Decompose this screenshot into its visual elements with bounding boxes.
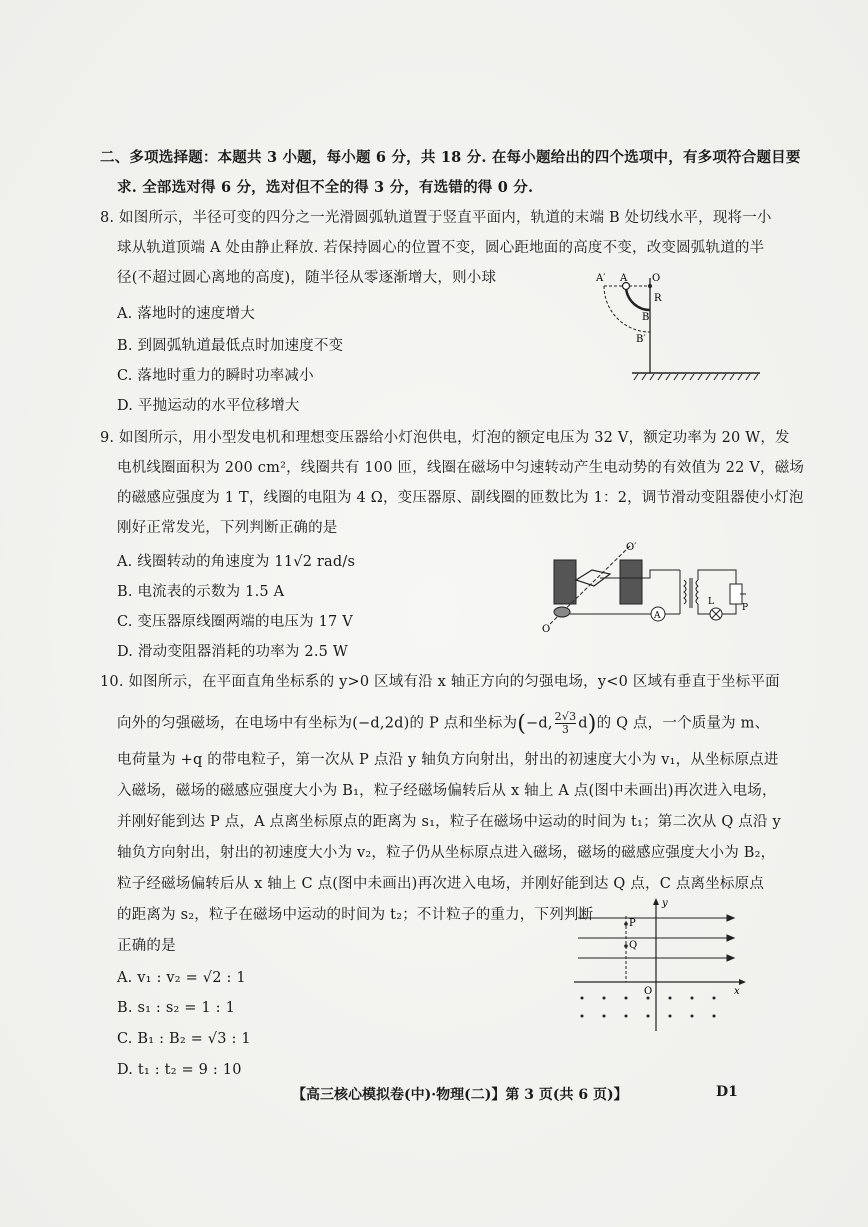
q10-magnetic-field-dots [581,997,716,1018]
q9-option-b: B. 电流表的示数为 1.5 A [117,584,285,600]
q8-label-b-prime: B′ [636,334,646,345]
q10-label-y: y [662,898,668,909]
q10-line3: 电荷量为 +q 的带电粒子，第一次从 P 点沿 y 轴负方向射出，射出的初速度大小为 v₁，从坐标原点进 [117,752,779,768]
q8-option-d: D. 平抛运动的水平位移增大 [117,398,300,414]
q8-label-a-prime: A′ [596,273,606,284]
q10-frac-den: 3 [561,723,570,736]
q9-label-p: P [742,603,749,613]
q10-label-o: O [644,986,653,997]
q8-figure [590,268,765,386]
q8-line1: 8. 如图所示，半径可变的四分之一光滑圆弧轨道置于竖直平面内，轨道的末端 B 处切线水平，现将一小 [100,210,772,226]
q10-point-p [624,922,628,926]
q9-magnet-left [554,560,576,604]
q9-magnet-right [620,560,642,604]
q9-line3: 的磁感应强度为 1 T，线圈的电阻为 4 Ω，变压器原、副线圈的匝数比为 1：2，调节滑动变阻器使小灯泡 [117,490,804,506]
q8-option-c: C. 落地时重力的瞬时功率减小 [117,368,314,384]
q10-x-arrow [739,979,746,985]
q10-option-c: C. B₁ : B₂ = √3 : 1 [117,1031,251,1047]
q10-option-d: D. t₁ : t₂ = 9 : 10 [117,1062,242,1078]
q9-label-o-prime: O′ [626,542,637,553]
q8-option-a: A. 落地时的速度增大 [117,306,255,322]
page-footer: 【高三核心模拟卷(中)·物理(二)】第 3 页(共 6 页)】 [292,1087,628,1103]
q10-option-b: B. s₁ : s₂ = 1 : 1 [117,1000,236,1016]
q10-y-arrow [653,898,659,905]
q8-line3: 径(不超过圆心离地的高度)，随半径从零逐渐增大，则小球 [117,270,497,286]
q8-small-arc [626,286,650,310]
q8-option-b: B. 到圆弧轨道最低点时加速度不变 [117,338,344,354]
q9-secondary-coil [696,580,698,604]
q9-option-a: A. 线圈转动的角速度为 11√2 rad/s [117,554,356,570]
q10-figure [570,896,750,1036]
q8-label-r: R [654,293,662,304]
section-header-line1: 二、多项选择题：本题共 3 小题，每小题 6 分，共 18 分. 在每小题给出的四个选项中，有多项符合题目要 [100,149,801,166]
q8-center-dot [648,284,652,288]
q9-option-c: C. 变压器原线圈两端的电压为 17 V [117,614,353,630]
q9-line4: 刚好正常发光，下列判断正确的是 [117,520,338,536]
q10-line2-a: 向外的匀强磁场，在电场中有坐标为(−d,2d)的 P 点和坐标为 [117,715,518,732]
q10-label-q: Q [629,940,638,951]
q10-label-p: P [629,918,636,929]
q9-line2: 电机线圈面积为 200 cm²，线圈共有 100 匝，线圈在磁场中匀速转动产生电动势的有效值为 22 V，磁场 [117,460,805,476]
q8-line2: 球从轨道顶端 A 处由静止释放. 若保持圆心的位置不变，圆心距地面的高度不变，改变圆弧轨道的半 [117,240,765,256]
q10-line6: 轴负方向射出，射出的初速度大小为 v₂，粒子仍从坐标原点进入磁场，磁场的磁感应强度大小为 B₂， [117,845,776,861]
q10-label-x: x [734,986,740,997]
q10-line4: 入磁场，磁场的磁感应强度大小为 B₁，粒子经磁场偏转后从 x 轴上 A 点(图中未画出)再次进入电场， [117,783,777,799]
q10-line5: 并刚好能到达 P 点，A 点离坐标原点的距离为 s₁，粒子在磁场中运动的时间为 t₁；第二次从 Q 点沿 y [117,814,781,830]
q9-slip-rings [554,607,570,617]
q10-coord-left: −d, [526,715,553,732]
page-code: D1 [716,1084,738,1100]
q10-point-q [624,944,628,948]
q10-line2: 向外的匀强磁场，在电场中有坐标为(−d,2d)的 P 点和坐标为(−d, $\frac{2√3}{3}$ d)的 Q 点，一个质量为 m、 [117,710,770,737]
q10-coord-right: d [578,715,588,732]
q9-line1: 9. 如图所示，用小型发电机和理想变压器给小灯泡供电，灯泡的额定电压为 32 V，额定功率为 20 W，发 [100,430,790,446]
q10-line9: 正确的是 [117,938,176,954]
q10-line2-b: 的 Q 点，一个质量为 m、 [596,715,770,732]
q8-label-o: O [652,273,661,284]
section-header-line2: 求. 全部选对得 6 分，选对但不全的得 3 分，有选错的得 0 分. [117,179,534,196]
q9-figure [540,540,750,640]
q10-line1: 10. 如图所示，在平面直角坐标系的 y>0 区域有沿 x 轴正方向的匀强电场，y<0 区域有垂直于坐标平面 [100,674,780,690]
q8-label-a: A [620,273,628,284]
q9-label-o: O [542,624,551,635]
q8-label-b: B [642,312,650,323]
q9-label-l: L [708,597,714,607]
q10-option-a: A. v₁ : v₂ = √2 : 1 [117,970,246,986]
q9-option-d: D. 滑动变阻器消耗的功率为 2.5 W [117,644,349,660]
q8-ground-hatch [634,374,758,380]
q10-line7: 粒子经磁场偏转后从 x 轴上 C 点(图中未画出)再次进入电场，并刚好能到达 Q 点，C 点离坐标原点 [117,876,765,892]
q9-label-a: A [654,611,661,621]
q10-frac-num: 2√3 [554,710,577,723]
q10-line8: 的距离为 s₂，粒子在磁场中运动的时间为 t₂；不计粒子的重力，下列判断 [117,907,594,923]
q9-primary-coil [684,580,686,604]
